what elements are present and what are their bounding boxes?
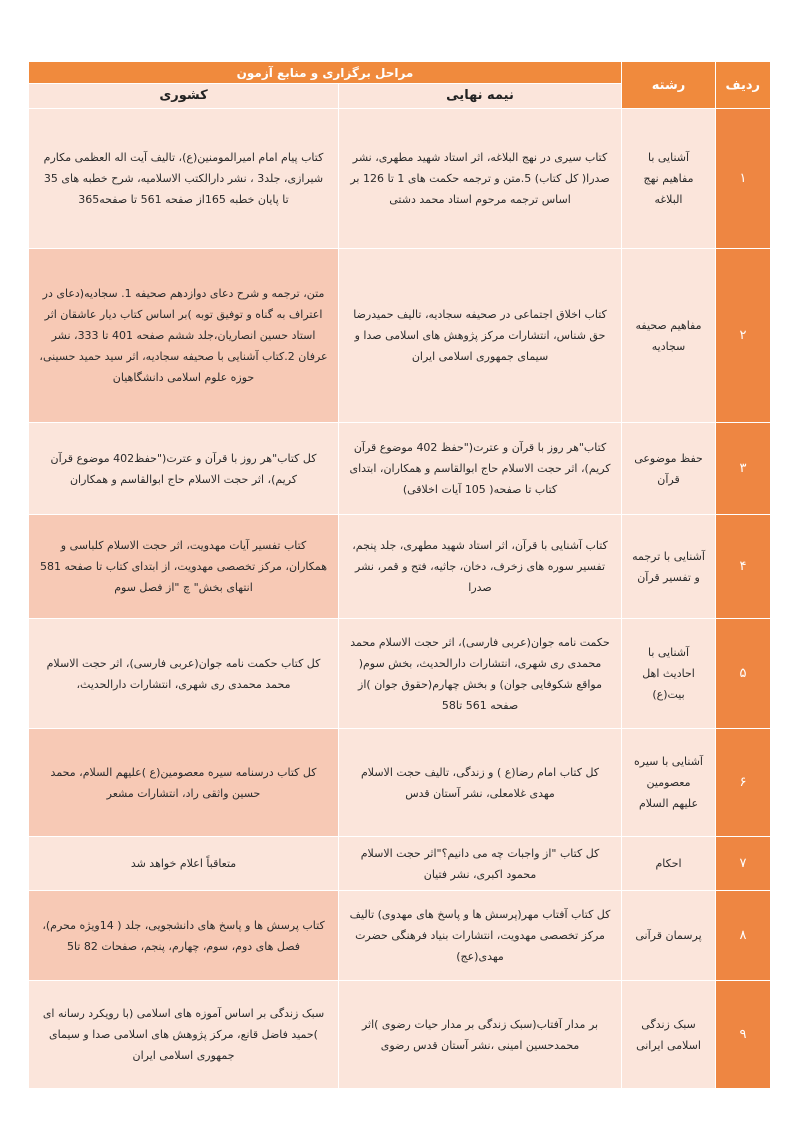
field-name: حفظ موضوعی قرآن: [622, 423, 716, 515]
row-number: ۶: [716, 729, 771, 837]
national-source: سبک زندگی بر اساس آموزه های اسلامی (با رویکرد رسانه ای )حمید فاضل قانع، مرکز پژوهش های اسلامی صدا و سیمای جمهوری اسلامی ایران: [29, 981, 339, 1089]
national-source: کتاب پیام امام امیرالمومنین(ع)، تالیف آیت اله العظمی مکارم شیرازی، جلد3 ، نشر دارالکتب الاسلامیه، شرح خطبه های 35 تا پایان خطبه 165از صفحه 561 تا صفحه365: [29, 109, 339, 249]
semifinal-source: کل کتاب آفتاب مهر(پرسش ها و پاسخ های مهدوی) تالیف مرکز تخصصی مهدویت، انتشارات بنیاد فرهنگی حضرت مهدی(عج): [339, 891, 622, 981]
field-name: پرسمان قرآنی: [622, 891, 716, 981]
table-row: [29, 619, 771, 729]
field-name: آشنایی با مفاهیم نهج البلاغه: [622, 109, 716, 249]
header-semifinal: نیمه نهایی: [339, 84, 622, 109]
national-source: متعاقباً اعلام خواهد شد: [29, 837, 339, 891]
table-row: [29, 837, 771, 891]
national-source: کل کتاب درسنامه سیره معصومین(ع )علیهم السلام، محمد حسین واثقی راد، انتشارات مشعر: [29, 729, 339, 837]
table-row: [29, 109, 771, 249]
table-row: [29, 891, 771, 981]
header-national: کشوری: [29, 84, 339, 109]
semifinal-source: کتاب"هر روز با قرآن و عترت("حفظ 402 موضوع قرآن کریم)، اثر حجت الاسلام حاج ابوالقاسم و همکاران، ابتدای کتاب تا صفحه( 105 آیات اخلاقی): [339, 423, 622, 515]
semifinal-source: کل کتاب "از واجبات چه می دانیم؟"اثر حجت الاسلام محمود اکبری، نشر فتیان: [339, 837, 622, 891]
row-number: ۷: [716, 837, 771, 891]
field-name: مفاهیم صحیفه سجادیه: [622, 249, 716, 423]
semifinal-source: کتاب آشنایی با قرآن، اثر استاد شهید مطهری، جلد پنجم، تفسیر سوره های زخرف، دخان، جاثیه، فتح و قمر، نشر صدرا: [339, 515, 622, 619]
field-name: سبک زندگی اسلامی ایرانی: [622, 981, 716, 1089]
row-number: ۵: [716, 619, 771, 729]
field-name: آشنایی با احادیث اهل بیت(ع): [622, 619, 716, 729]
row-number: ۸: [716, 891, 771, 981]
table-row: [29, 249, 771, 423]
exam-sources-table: [28, 61, 770, 1089]
semifinal-source: حکمت نامه جوان(عربی فارسی)، اثر حجت الاسلام محمد محمدی ری شهری، انتشارات دارالحدیث، بخش سوم( مواقع شکوفایی جوان) و بخش چهارم(حقوق جوان )از صفحه 561 تا58: [339, 619, 622, 729]
row-number: ۴: [716, 515, 771, 619]
semifinal-source: کل کتاب امام رضا(ع ) و زندگی، تالیف حجت الاسلام مهدی غلامعلی، نشر آستان قدس: [339, 729, 622, 837]
national-source: کل کتاب"هر روز با قرآن و عترت("حفظ402 موضوع قرآن کریم)، اثر حجت الاسلام حاج ابوالقاسم و همکاران: [29, 423, 339, 515]
semifinal-source: کتاب سیری در نهج البلاغه، اثر استاد شهید مطهری، نشر صدرا( کل کتاب) 5.متن و ترجمه حکمت های 1 تا 126 بر اساس ترجمه مرحوم استاد محمد دشتی: [339, 109, 622, 249]
national-source: کتاب تفسیر آیات مهدویت، اثر حجت الاسلام کلباسی و همکاران، مرکز تخصصی مهدویت، از ابتدای کتاب تا صفحه 581 انتهای بخش" چ "از فصل سوم: [29, 515, 339, 619]
national-source: کل کتاب حکمت نامه جوان(عربی فارسی)، اثر حجت الاسلام محمد محمدی ری شهری، انتشارات دارالحدیث،: [29, 619, 339, 729]
field-name: احکام: [622, 837, 716, 891]
row-number: ۱: [716, 109, 771, 249]
table-row: [29, 515, 771, 619]
field-name: آشنایی با سیره معصومین علیهم السلام: [622, 729, 716, 837]
header-stages-sources: مراحل برگزاری و منابع آزمون: [29, 62, 622, 84]
field-name: آشنایی با ترجمه و تفسیر قرآن: [622, 515, 716, 619]
national-source: کتاب پرسش ها و پاسخ های دانشجویی، جلد ( 14ویژه محرم)، فصل های دوم، سوم، چهارم، پنجم، صفحات 82 تا5: [29, 891, 339, 981]
row-number: ۹: [716, 981, 771, 1089]
table-row: [29, 729, 771, 837]
row-number: ۳: [716, 423, 771, 515]
header-field: رشته: [622, 62, 716, 109]
row-number: ۲: [716, 249, 771, 423]
table-row: [29, 981, 771, 1089]
table-row: [29, 423, 771, 515]
semifinal-source: کتاب اخلاق اجتماعی در صحیفه سجادیه، تالیف حمیدرضا حق شناس، انتشارات مرکز پژوهش های اسلامی صدا و سیمای جمهوری اسلامی ایران: [339, 249, 622, 423]
national-source: متن، ترجمه و شرح دعای دوازدهم صحیفه 1. سجادیه(دعای در اعتراف به گناه و توفیق توبه )بر اساس کتاب دیار عاشقان اثر استاد حسین انصاریان،جلد ششم صفحه 401 تا 333، نشر عرفان 2.کتاب آشنایی با صحیفه سجادیه، اثر سید حمید حسینی، حوزه علوم اسلامی دانشگاهیان: [29, 249, 339, 423]
header-row-number: ردیف: [716, 62, 771, 109]
semifinal-source: بر مدار آفتاب(سبک زندگی بر مدار حیات رضوی )اثر محمدحسین امینی ،نشر آستان قدس رضوی: [339, 981, 622, 1089]
